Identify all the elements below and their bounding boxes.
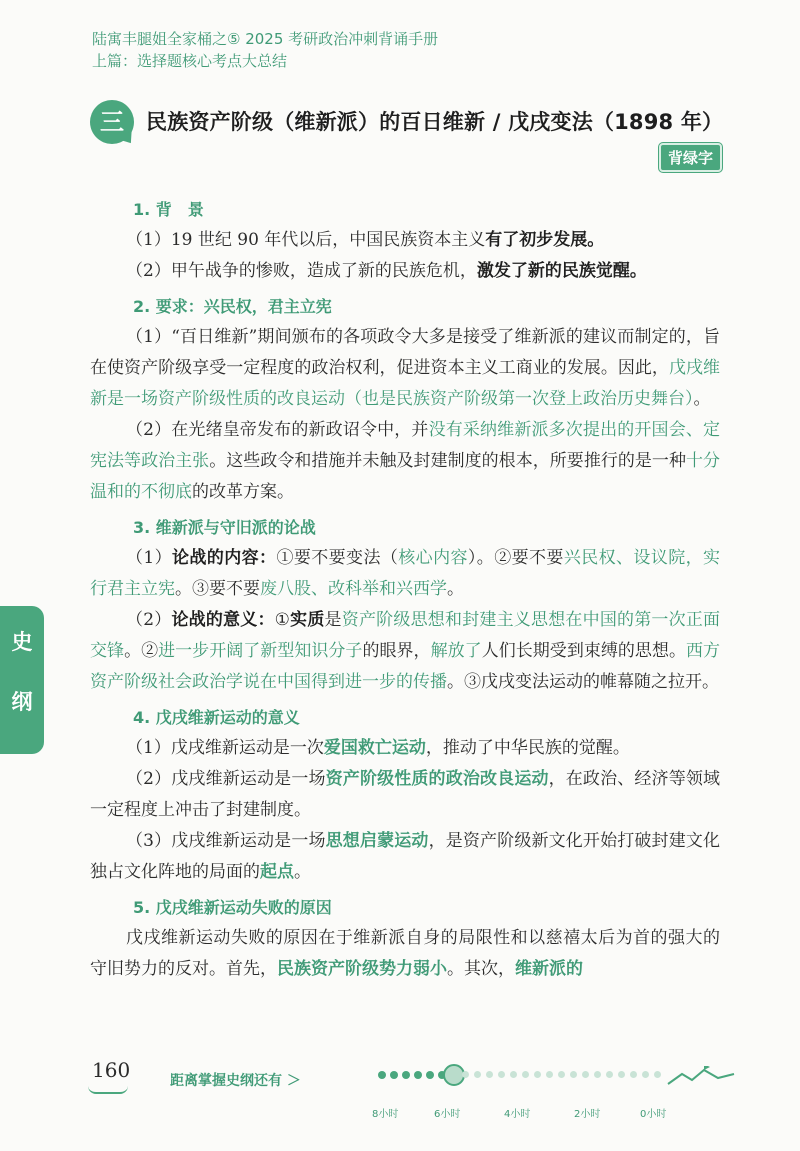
paragraph: （3）戊戌维新运动是一场思想启蒙运动，是资产阶级新文化开始打破封建文化独占文化阵地的局面的起点。	[90, 831, 720, 882]
progress-tick-label: 8小时	[372, 1109, 399, 1120]
running-header	[92, 28, 438, 72]
memorize-green-tag: 背绿字	[659, 143, 722, 172]
paragraph: （2）甲午战争的惨败，造成了新的民族危机，激发了新的民族觉醒。	[126, 261, 647, 281]
progress-dot	[546, 1071, 553, 1078]
progress-dot	[594, 1071, 601, 1078]
progress-dot	[462, 1071, 469, 1078]
section-heading-5: 5. 戊戌维新运动失败的原因	[133, 898, 332, 917]
progress-dot	[510, 1071, 517, 1078]
section-heading-3: 3. 维新派与守旧派的论战	[133, 518, 316, 537]
paragraph: （1）“百日维新”期间颁布的各项政令大多是接受了维新派的建议而制定的，旨在使资产阶级享受一定程度的政治权利，促进资本主义工商业的发展。因此，戊戌维新是一场资产阶级性质的改良运动（也是民族资产阶级第一次登上政治历史舞台）。	[90, 327, 721, 409]
progress-label: 距离掌握史纲还有 ＞	[170, 1073, 301, 1089]
side-tab-char: 史	[11, 630, 33, 654]
progress-tick-label: 2小时	[574, 1109, 601, 1120]
page-footer	[0, 1058, 800, 1118]
main-content	[90, 190, 720, 985]
paragraph: （1）19 世纪 90 年代以后，中国民族资本主义有了初步发展。	[126, 230, 605, 250]
mountain-icon	[666, 1066, 736, 1088]
progress-dot	[390, 1071, 398, 1079]
paragraph: （2）戊戌维新运动是一场资产阶级性质的政治改良运动，在政治、经济等领域一定程度上冲击了封建制度。	[90, 769, 720, 820]
progress-dot	[522, 1071, 529, 1078]
progress-dot	[606, 1071, 613, 1078]
progress-dot	[534, 1071, 541, 1078]
progress-dot	[618, 1071, 625, 1078]
part-title: 上篇：选择题核心考点大总结	[92, 52, 288, 70]
section-heading-1: 1. 背 景	[133, 200, 204, 219]
progress-dot	[486, 1071, 493, 1078]
progress-tick-label: 6小时	[434, 1109, 461, 1120]
progress-tick-label: 0小时	[640, 1109, 667, 1120]
progress-dot	[558, 1071, 565, 1078]
progress-dot	[582, 1071, 589, 1078]
paragraph: （2）在光绪皇帝发布的新政诏令中，并没有采纳维新派多次提出的开国会、定宪法等政治主张。这些政令和措施并未触及封建制度的根本，所要推行的是一种十分温和的不彻底的改革方案。	[90, 420, 721, 502]
section-title-row	[90, 98, 730, 148]
paragraph: 戊戌维新运动失败的原因在于维新派自身的局限性和以慈禧太后为首的强大的守旧势力的反对。首先，民族资产阶级势力弱小。其次，维新派的	[90, 928, 720, 979]
progress-dot	[630, 1071, 637, 1078]
section-number-badge: 三	[90, 100, 134, 144]
chapter-side-tab	[0, 606, 44, 754]
progress-dot	[654, 1071, 661, 1078]
section-heading-2: 2. 要求：兴民权，君主立宪	[133, 297, 332, 316]
paragraph: （1）论战的内容：①要不要变法（核心内容）。②要不要兴民权、设议院，实行君主立宪。③要不要废八股、改科举和兴西学。	[90, 548, 721, 599]
progress-dot	[498, 1071, 505, 1078]
page-title: 民族资产阶级（维新派）的百日维新 / 戊戌变法（1898 年）	[146, 110, 724, 134]
progress-dot	[378, 1071, 386, 1079]
section-heading-4: 4. 戊戌维新运动的意义	[133, 708, 300, 727]
paragraph: （1）戊戌维新运动是一次爱国救亡运动，推动了中华民族的觉醒。	[126, 738, 630, 758]
progress-dot	[402, 1071, 410, 1079]
page-number-underline	[88, 1086, 128, 1094]
book-title: 陆寓丰腿姐全家桶之⑤ 2025 考研政治冲刺背诵手册	[92, 30, 439, 48]
progress-dot	[414, 1071, 422, 1079]
progress-dot	[642, 1071, 649, 1078]
paragraph: （2）论战的意义：①实质是资产阶级思想和封建主义思想在中国的第一次正面交锋。②进一步开阔了新型知识分子的眼界，解放了人们长期受到束缚的思想。西方资产阶级社会政治学说在中国得到进一步的传播。③戊戌变法运动的帷幕随之拉开。	[90, 610, 721, 692]
side-tab-char: 纲	[11, 690, 33, 714]
progress-dot	[474, 1071, 481, 1078]
progress-tick-label: 4小时	[504, 1109, 531, 1120]
page-number: 160	[92, 1058, 131, 1082]
progress-dot	[426, 1071, 434, 1079]
progress-dot	[570, 1071, 577, 1078]
